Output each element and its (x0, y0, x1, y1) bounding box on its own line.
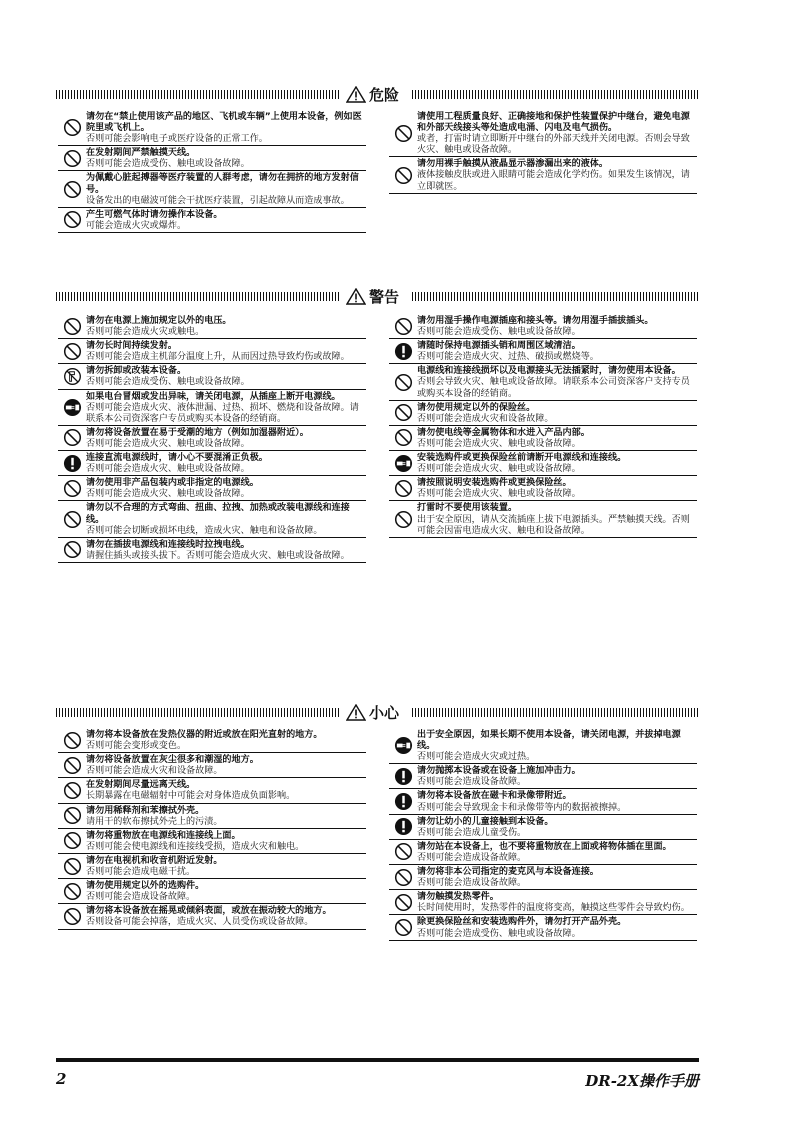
item-description: 请用干的软布擦拭外壳上的污渍。 (86, 816, 223, 827)
safety-item (389, 426, 697, 451)
item-text (86, 804, 366, 828)
safety-item (389, 890, 697, 915)
item-text (417, 426, 697, 450)
prohibition-icon (58, 728, 86, 752)
item-text (417, 110, 697, 156)
safety-item (389, 339, 697, 364)
item-description: 否则可能会造成火灾、液体泄漏、过热、损坏、燃烧和设备故障。请联系本公司资深客户专员或购买本设备的经销商。 (86, 402, 359, 424)
section-title (346, 84, 399, 104)
item-title: 在发射期间严禁触摸天线。 (86, 148, 196, 159)
prohibition-icon (389, 476, 417, 500)
safety-item (58, 804, 366, 829)
item-description: 否则可能会造成火灾、触电或设备故障。 (417, 489, 581, 500)
item-title: 安装选购件或更换保险丝前请断开电源线和连接线。 (417, 453, 627, 464)
item-description: 否则可能会造成受伤、触电或设备故障。 (86, 159, 250, 170)
danger-title: 危险 (369, 85, 400, 104)
prohibition-icon (58, 904, 86, 928)
prohibition-icon (389, 364, 417, 399)
footer-rule (56, 1058, 699, 1062)
prohibition-icon (58, 538, 86, 562)
safety-item (58, 390, 366, 426)
item-text (417, 451, 697, 475)
item-text (86, 364, 366, 388)
mandatory-action-icon (389, 815, 417, 839)
section-header-caution (56, 702, 699, 722)
item-description: 否则可能会使电源线和连接线受损，造成火灾和触电。 (86, 841, 305, 852)
item-text (86, 753, 366, 777)
safety-item (389, 501, 697, 537)
item-title: 除更换保险丝和安装选购件外，请勿打开产品外壳。 (417, 917, 627, 928)
safety-item (389, 451, 697, 476)
safety-item (389, 728, 697, 764)
item-text (86, 829, 366, 853)
prohibition-icon (58, 146, 86, 170)
item-text (417, 339, 697, 363)
item-title: 电源线和连接线损坏以及电源接头无法插紧时，请勿使用本设备。 (417, 366, 681, 377)
item-text (417, 764, 697, 788)
item-title: 请勿以不合理的方式弯曲、扭曲、拉拽、加热或改装电源线和连接线。 (86, 503, 350, 525)
page-number: 2 (56, 1070, 67, 1088)
prohibition-icon (389, 157, 417, 192)
item-title: 请勿使用规定以外的选购件。 (86, 881, 205, 892)
safety-item (58, 339, 366, 364)
item-text (86, 879, 366, 903)
item-description: 否则可能会造成主机部分温度上升，从而因过热导致灼伤或故障。 (86, 352, 350, 363)
safety-item (389, 915, 697, 940)
safety-item (389, 476, 697, 501)
warning-left-column (58, 314, 366, 563)
item-description: 否则可能会影响电子或医疗设备的正常工作。 (86, 134, 268, 145)
prohibition-icon (58, 804, 86, 828)
item-title: 请勿将非本公司指定的麦克风与本设备连接。 (417, 867, 599, 878)
item-description: 否则可能会造成火灾、过热、破损或燃烧等。 (417, 352, 599, 363)
item-text (86, 778, 366, 802)
prohibition-icon (389, 915, 417, 939)
item-description: 否则会导致火灾、触电或设备故障。请联系本公司资深客户支持专员或购买本设备的经销商。 (417, 377, 690, 399)
item-description: 否则可能会造成设备故障。 (86, 892, 196, 903)
unplug-power-icon (389, 728, 417, 763)
safety-item (58, 364, 366, 389)
item-text (417, 401, 697, 425)
safety-item (389, 110, 697, 157)
item-description: 否则可能会造成儿童受伤。 (417, 827, 527, 838)
item-text (417, 840, 697, 864)
prohibition-icon (58, 778, 86, 802)
item-title: 请勿让幼小的儿童接触到本设备。 (417, 816, 554, 827)
item-title: 请按照说明安装选购件或更换保险丝。 (417, 478, 572, 489)
item-text (86, 538, 366, 562)
safety-item (58, 829, 366, 854)
item-description: 否则设备可能会掉落，造成火灾、人员受伤或设备故障。 (86, 917, 314, 928)
safety-item (389, 764, 697, 789)
item-text (417, 890, 697, 914)
item-description: 可能会造成火灾或爆炸。 (86, 220, 187, 231)
item-title: 请勿使用规定以外的保险丝。 (417, 402, 536, 413)
item-title: 请勿拆卸或改装本设备。 (86, 366, 187, 377)
item-title: 出于安全原因，如果长期不使用本设备，请关闭电源，并拔掉电源线。 (417, 730, 681, 752)
prohibition-icon (58, 339, 86, 363)
item-title: 请勿站在本设备上，也不要将重物放在上面或将物体插在里面。 (417, 841, 672, 852)
hatch-right (412, 708, 699, 717)
safety-item (58, 208, 366, 233)
safety-item (389, 157, 697, 193)
item-description: 否则可能会造成设备故障。 (417, 852, 527, 863)
warning-triangle-icon (346, 86, 366, 103)
item-text (417, 815, 697, 839)
caution-left-column (58, 728, 366, 930)
warning-title: 警告 (369, 287, 400, 306)
item-title: 请勿使电线等金属物体和水进入产品内部。 (417, 427, 590, 438)
prohibition-icon (58, 753, 86, 777)
item-text (86, 451, 366, 475)
prohibition-icon (389, 426, 417, 450)
danger-right-column (389, 110, 697, 194)
item-title: 请使用工程质量良好、正确接地和保护性装置保护中继台，避免电源和外部天线接头等处造成电涌、闪电及电气损伤。 (417, 112, 690, 134)
mandatory-action-icon (389, 764, 417, 788)
item-text (86, 426, 366, 450)
safety-item (58, 426, 366, 451)
item-title: 请勿用湿手操作电源插座和接头等。请勿用湿手插拔插头。 (417, 316, 654, 326)
item-text (417, 789, 697, 813)
item-title: 请勿将设备放置在灰尘很多和潮湿的地方。 (86, 755, 259, 766)
item-text (86, 904, 366, 928)
unplug-power-icon (58, 390, 86, 425)
mandatory-action-icon (389, 339, 417, 363)
item-description: 否则可能会造成火灾和设备故障。 (417, 413, 554, 424)
section-header-warning (56, 286, 699, 306)
caution-right-column (389, 728, 697, 941)
prohibition-icon (58, 854, 86, 878)
item-title: 如果电台冒烟或发出异味，请关闭电源，从插座上断开电源线。 (86, 391, 341, 402)
safety-item (389, 865, 697, 890)
item-title: 为佩戴心脏起搏器等医疗装置的人群考虑，请勿在拥挤的地方发射信号。 (86, 173, 359, 195)
safety-item (58, 904, 366, 929)
item-title: 请勿用裸手触摸从液晶显示器渗漏出来的液体。 (417, 159, 608, 170)
unplug-power-icon (389, 451, 417, 475)
item-text (86, 208, 366, 232)
prohibition-icon (58, 879, 86, 903)
item-description: 否则可能会造成火灾、触电或设备故障。 (86, 438, 250, 449)
item-description: 设备发出的电磁波可能会干扰医疗装置，引起故障从而造成事故。 (86, 195, 350, 206)
item-title: 请勿将本设备放在磁卡和录像带附近。 (417, 791, 572, 802)
prohibition-icon (58, 829, 86, 853)
prohibition-icon (58, 314, 86, 338)
warning-triangle-icon (346, 704, 366, 721)
prohibition-icon (389, 890, 417, 914)
prohibition-icon (58, 426, 86, 450)
hatch-left (56, 708, 339, 717)
item-text (86, 728, 366, 752)
item-description: 否则可能会造成火灾和设备故障。 (86, 766, 223, 777)
item-text (417, 157, 697, 192)
item-title: 请勿将重物放在电源线和连接线上面。 (86, 830, 241, 841)
item-description: 否则可能会造成设备故障。 (417, 777, 527, 788)
item-title: 请勿用稀释剂和苯擦拭外壳。 (86, 805, 205, 816)
item-text (86, 501, 366, 536)
item-text (86, 171, 366, 206)
mandatory-action-icon (58, 451, 86, 475)
hatch-left (56, 90, 339, 99)
item-description: 否则可能会造成受伤、触电或设备故障。 (417, 928, 581, 939)
safety-item (58, 753, 366, 778)
item-description: 长时间使用时，发热零件的温度将变高，触摸这些零件会导致灼伤。 (417, 903, 690, 914)
item-text (86, 146, 366, 170)
safety-item (58, 854, 366, 879)
item-title: 请勿将本设备放在发热仪器的附近或放在阳光直射的地方。 (86, 730, 323, 740)
item-title: 请勿使用非产品包装内或非指定的电源线。 (86, 478, 259, 489)
safety-item (58, 110, 366, 146)
item-description: 液体接触皮肤或进入眼睛可能会造成化学灼伤。如果发生该情况，请立即就医。 (417, 170, 690, 192)
item-text (417, 501, 697, 536)
prohibition-icon (58, 476, 86, 500)
safety-item (389, 789, 697, 814)
hatch-right (412, 90, 699, 99)
item-description: 否则可能会导致现金卡和录像带等内的数据被擦掉。 (417, 802, 627, 813)
item-description: 否则可能会造成受伤、触电或设备故障。 (417, 327, 581, 338)
warning-right-column (389, 314, 697, 538)
item-text (417, 476, 697, 500)
item-text (86, 339, 366, 363)
prohibition-icon (58, 501, 86, 536)
item-title: 产生可燃气体时请勿操作本设备。 (86, 209, 223, 220)
safety-item (389, 840, 697, 865)
item-title: 请勿将设备放置在易于受潮的地方（例如加湿器附近）。 (86, 427, 309, 438)
item-description: 否则可能会造成电磁干扰。 (86, 867, 196, 878)
item-title: 请勿在“禁止使用该产品的地区、飞机或车辆”上使用本设备，例如医院里或飞机上。 (86, 112, 362, 134)
prohibition-icon (58, 171, 86, 206)
item-title: 请勿在电源上施加规定以外的电压。 (86, 316, 232, 326)
item-description: 请握住插头或接头拔下。否则可能会造成火灾、触电或设备故障。 (86, 550, 350, 561)
item-text (417, 865, 697, 889)
prohibition-icon (389, 110, 417, 156)
item-text (417, 364, 697, 399)
item-text (86, 476, 366, 500)
section-title (346, 286, 399, 306)
safety-item (389, 401, 697, 426)
item-title: 请勿触摸发热零件。 (417, 892, 499, 903)
item-description: 否则可能会造成设备故障。 (417, 878, 527, 889)
safety-item (389, 364, 697, 400)
item-description: 否则可能会造成火灾或触电。 (86, 327, 205, 338)
item-title: 请勿抛掷本设备或在设备上施加冲击力。 (417, 766, 581, 777)
safety-item (58, 146, 366, 171)
item-description: 否则可能会切断或损坏电线，造成火灾、触电和设备故障。 (86, 525, 323, 536)
safety-item (58, 728, 366, 753)
item-description: 长期暴露在电磁辐射中可能会对身体造成负面影响。 (86, 791, 296, 802)
safety-item (58, 171, 366, 207)
safety-item (389, 314, 697, 339)
safety-item (58, 879, 366, 904)
hatch-left (56, 292, 339, 301)
item-description: 否则可能会造成火灾或过热。 (417, 752, 536, 763)
safety-item (389, 815, 697, 840)
prohibition-icon (389, 865, 417, 889)
item-title: 请勿在插拔电源线和连接线时拉拽电线。 (86, 539, 250, 550)
item-title: 打雷时不要使用该装置。 (417, 503, 518, 514)
warning-triangle-icon (346, 288, 366, 305)
item-text (417, 314, 697, 338)
safety-item (58, 451, 366, 476)
item-text (86, 390, 366, 425)
manual-title: DR-2X操作手册 (585, 1072, 699, 1090)
mandatory-action-icon (389, 789, 417, 813)
danger-left-column (58, 110, 366, 233)
item-text (86, 854, 366, 878)
item-title: 连接直流电源线时，请小心不要混淆正负极。 (86, 453, 268, 464)
item-title: 请勿在电视机和收音机附近发射。 (86, 855, 223, 866)
no-disassembly-icon (58, 364, 86, 388)
item-text (86, 314, 366, 338)
item-title: 请随时保持电源插头销和周围区域清洁。 (417, 341, 581, 352)
prohibition-icon (389, 314, 417, 338)
item-description: 否则可能会造成受伤、触电或设备故障。 (86, 377, 250, 388)
prohibition-icon (58, 110, 86, 145)
item-description: 出于安全原因，请从交流插座上拔下电源插头。严禁触摸天线。否则可能会因雷电造成火灾、触电和设备故障。 (417, 514, 690, 536)
caution-title: 小心 (369, 703, 400, 722)
prohibition-icon (389, 840, 417, 864)
item-description: 否则可能会造成火灾、触电或设备故障。 (86, 489, 250, 500)
item-description: 否则可能会造成火灾、触电或设备故障。 (417, 464, 581, 475)
item-text (417, 728, 697, 763)
safety-item (58, 314, 366, 339)
prohibition-icon (58, 208, 86, 232)
hatch-right (412, 292, 699, 301)
section-title (346, 702, 399, 722)
item-description: 或者，打雷时请立即断开中继台的外部天线并关闭电源。否则会导致火灾、触电或设备故障。 (417, 134, 690, 156)
item-text (417, 915, 697, 939)
safety-item (58, 476, 366, 501)
item-title: 在发射期间尽量远离天线。 (86, 780, 196, 791)
prohibition-icon (389, 401, 417, 425)
section-header-danger (56, 84, 699, 104)
item-title: 请勿长时间持续发射。 (86, 341, 177, 352)
item-description: 否则可能会造成火灾、触电或设备故障。 (86, 464, 250, 475)
prohibition-icon (389, 501, 417, 536)
safety-item (58, 538, 366, 563)
safety-item (58, 501, 366, 537)
item-description: 否则可能会造成火灾、触电或设备故障。 (417, 438, 581, 449)
item-title: 请勿将本设备放在摇晃或倾斜表面，或放在振动较大的地方。 (86, 906, 332, 917)
item-description: 否则可能会变形或变色。 (86, 741, 187, 752)
item-text (86, 110, 366, 145)
safety-item (58, 778, 366, 803)
